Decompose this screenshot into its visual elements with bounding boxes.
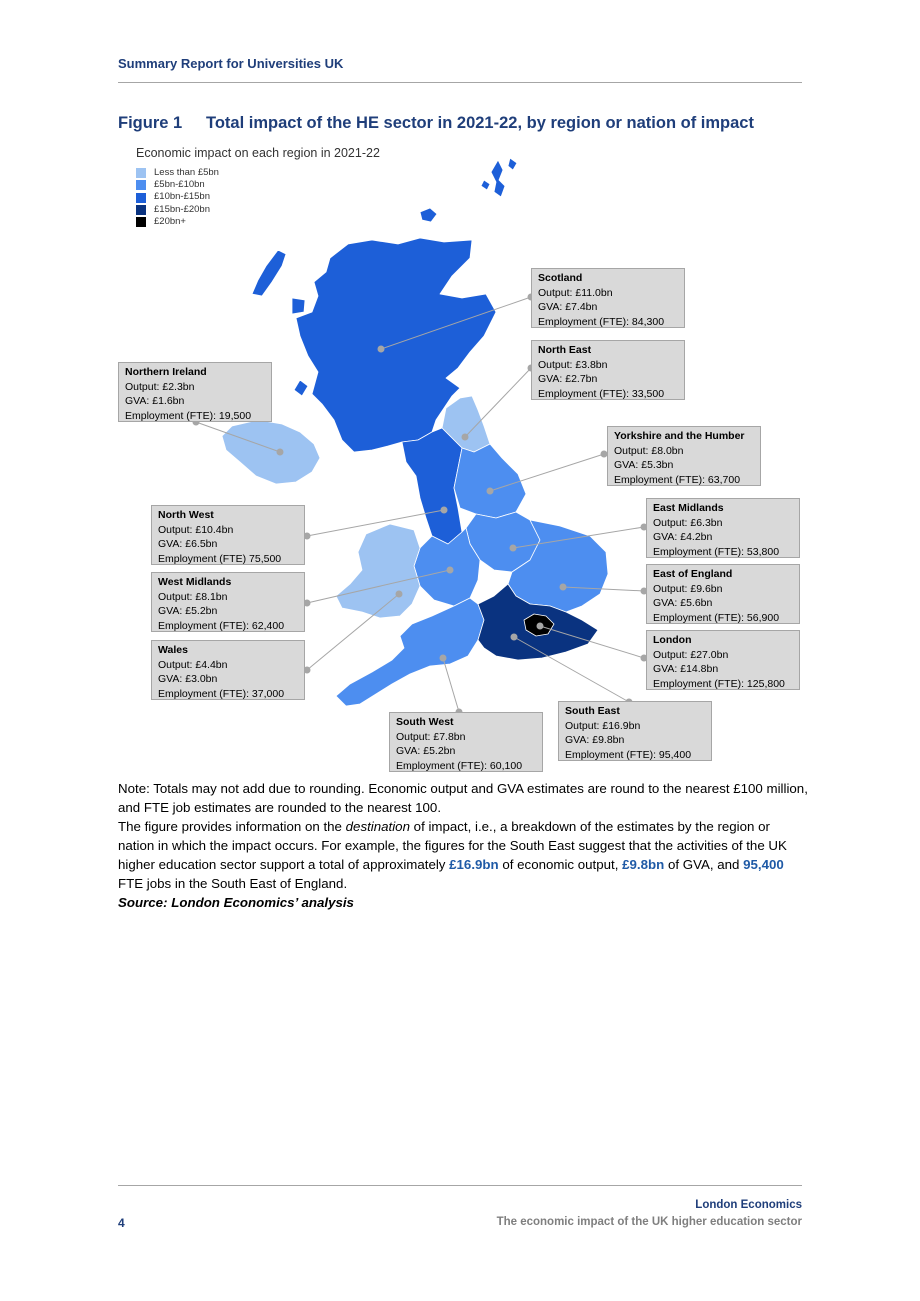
region-gva: GVA: £5.6bn	[653, 597, 713, 610]
region-output: Output: £8.1bn	[158, 590, 228, 603]
info-box-east-midlands	[646, 498, 800, 558]
region-name: South East	[565, 705, 620, 717]
figure-label: Figure 1	[118, 114, 183, 132]
info-box-east-of-england	[646, 564, 800, 624]
region-north-west	[402, 428, 462, 544]
region-output: Output: £2.3bn	[125, 380, 195, 393]
legend-item	[136, 167, 219, 179]
legend-item	[136, 179, 219, 191]
region-name: East Midlands	[653, 502, 724, 514]
figure-notes	[118, 779, 808, 912]
shetland-small-island	[508, 158, 517, 170]
region-name: Northern Ireland	[125, 366, 207, 378]
region-employment: Employment (FTE): 60,100	[396, 759, 523, 772]
region-gva: GVA: £5.3bn	[614, 459, 674, 472]
note-highlight-gva: £9.8bn	[622, 857, 665, 872]
region-employment: Employment (FTE): 84,300	[538, 315, 665, 328]
region-name: Yorkshire and the Humber	[614, 430, 745, 442]
legend-swatch	[136, 168, 146, 178]
region-output: Output: £8.0bn	[614, 444, 684, 457]
leader-anchor-west-midlands	[447, 567, 453, 573]
region-south-west	[336, 598, 484, 706]
region-name: North East	[538, 344, 592, 356]
region-employment: Employment (FTE): 125,800	[653, 677, 785, 690]
info-box-scotland	[531, 268, 685, 328]
region-name: Scotland	[538, 272, 583, 284]
region-output: Output: £7.8bn	[396, 730, 466, 743]
region-output: Output: £10.4bn	[158, 523, 234, 536]
info-box-south-west	[389, 712, 543, 772]
region-gva: GVA: £2.7bn	[538, 373, 598, 386]
region-yorkshire	[454, 444, 526, 518]
region-employment: Employment (FTE): 37,000	[158, 687, 285, 700]
info-box-yorkshire	[607, 426, 761, 486]
region-gva: GVA: £5.2bn	[396, 745, 456, 758]
leader-anchor-south-east	[511, 634, 517, 640]
region-employment: Employment (FTE): 62,400	[158, 619, 285, 632]
region-output: Output: £6.3bn	[653, 516, 723, 529]
note-highlight-jobs: 95,400	[743, 857, 784, 872]
region-employment: Employment (FTE) 75,500	[158, 552, 282, 565]
note-emphasis: destination	[345, 819, 410, 834]
region-gva: GVA: £5.2bn	[158, 605, 218, 618]
info-box-north-east	[531, 340, 685, 400]
region-employment: Employment (FTE): 63,700	[614, 473, 741, 486]
running-header: Summary Report for Universities UK	[118, 56, 344, 71]
map-legend	[136, 167, 219, 228]
map-title: Economic impact on each region in 2021-22	[136, 146, 380, 160]
leader-anchor-scotland	[378, 346, 384, 352]
info-box-wales	[151, 640, 305, 700]
region-name: South West	[396, 716, 454, 728]
legend-label: £5bn-£10bn	[154, 179, 205, 191]
legend-swatch	[136, 193, 146, 203]
info-box-south-east	[558, 701, 712, 761]
region-gva: GVA: £7.4bn	[538, 301, 598, 314]
figure-title-text: Total impact of the HE sector in 2021-22, by region or nation of impact	[206, 114, 754, 132]
leader-anchor-north-east	[462, 434, 468, 440]
orkney-islands	[420, 208, 437, 222]
legend-label: Less than £5bn	[154, 167, 219, 178]
legend-swatch	[136, 217, 146, 227]
figure-title	[118, 114, 754, 133]
legend-item	[136, 204, 219, 216]
leader-line-south-west	[443, 658, 459, 712]
region-employment: Employment (FTE): 53,800	[653, 545, 780, 558]
leader-anchor-east-of-england	[560, 584, 566, 590]
info-box-west-midlands	[151, 572, 305, 632]
region-gva: GVA: £6.5bn	[158, 538, 218, 551]
leader-anchor-northern-ireland	[277, 449, 283, 455]
leader-anchor-wales	[396, 591, 402, 597]
region-name: Wales	[158, 644, 188, 656]
region-northern-ireland	[222, 420, 320, 484]
note-text: The figure provides information on the	[118, 819, 346, 834]
region-wales	[336, 524, 420, 618]
region-output: Output: £9.6bn	[653, 582, 723, 595]
region-name: West Midlands	[158, 576, 232, 588]
region-output: Output: £3.8bn	[538, 358, 608, 371]
leader-anchor-east-midlands	[510, 545, 516, 551]
footer-rule	[118, 1185, 802, 1186]
note-highlight-output: £16.9bn	[449, 857, 499, 872]
region-gva: GVA: £14.8bn	[653, 663, 719, 676]
shetland-small-island-2	[481, 180, 490, 190]
legend-label: £20bn+	[154, 215, 186, 227]
skye-island	[292, 298, 305, 314]
region-gva: GVA: £3.0bn	[158, 673, 218, 686]
legend-item	[136, 216, 219, 228]
islay-island	[294, 380, 308, 396]
leader-anchor-north-west	[441, 507, 447, 513]
region-employment: Employment (FTE): 33,500	[538, 387, 665, 400]
leader-anchor-yorkshire	[487, 488, 493, 494]
legend-swatch	[136, 205, 146, 215]
info-box-london	[646, 630, 800, 690]
region-output: Output: £11.0bn	[538, 286, 613, 299]
region-name: East of England	[653, 568, 733, 580]
note-explanation	[118, 817, 808, 893]
shetland-islands	[491, 160, 505, 197]
footer-org: London Economics	[695, 1199, 802, 1211]
region-name: London	[653, 634, 692, 646]
region-output: Output: £27.0bn	[653, 648, 729, 661]
footer-report-title: The economic impact of the UK higher education sector	[496, 1216, 802, 1228]
header-rule	[118, 82, 802, 83]
leader-anchor-london	[537, 623, 543, 629]
region-employment: Employment (FTE): 95,400	[565, 748, 692, 761]
region-output: Output: £4.4bn	[158, 658, 228, 671]
region-gva: GVA: £1.6bn	[125, 395, 185, 408]
region-employment: Employment (FTE): 56,900	[653, 611, 780, 624]
page-number: 4	[118, 1216, 125, 1230]
leader-anchor-south-west	[440, 655, 446, 661]
western-isles	[252, 250, 286, 296]
region-gva: GVA: £9.8bn	[565, 734, 625, 747]
region-output: Output: £16.9bn	[565, 719, 641, 732]
note-text: of GVA, and	[664, 857, 744, 872]
info-box-northern-ireland	[118, 362, 272, 422]
legend-label: £15bn-£20bn	[154, 203, 210, 215]
legend-item	[136, 191, 219, 203]
note-text: of impact, i.e., a breakdown of the estimates by the region or nation in which the impact occurs. For example, the figures for the South East suggest that the activities of the UK higher education sector support a total of approximately	[118, 819, 787, 872]
legend-label: £10bn-£15bn	[154, 191, 210, 203]
info-box-north-west	[151, 505, 305, 565]
region-gva: GVA: £4.2bn	[653, 531, 713, 544]
figure-source: Source: London Economics’ analysis	[118, 895, 354, 910]
legend-swatch	[136, 180, 146, 190]
note-text: of economic output,	[498, 857, 623, 872]
note-rounding: Note: Totals may not add due to rounding. Economic output and GVA estimates are round to the nearest £100 million, and FTE job estimates are rounded to the nearest 100.	[118, 781, 808, 815]
region-employment: Employment (FTE): 19,500	[125, 409, 252, 422]
note-text: FTE jobs in the South East of England.	[118, 876, 348, 891]
region-name: North West	[158, 509, 214, 521]
